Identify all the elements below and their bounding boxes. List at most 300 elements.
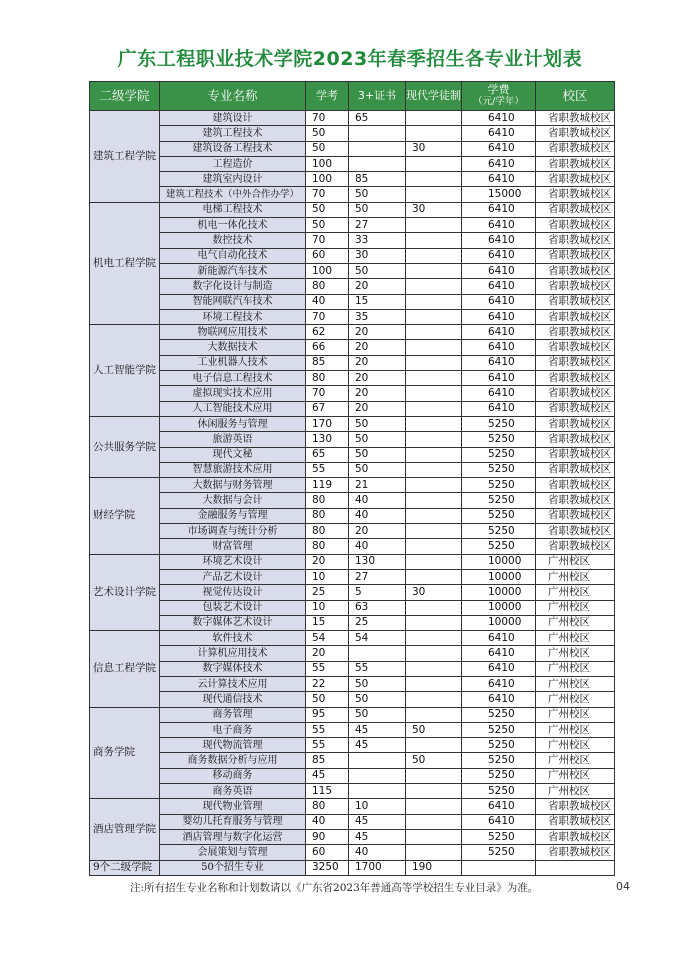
apprentice-cell xyxy=(406,172,462,187)
xuekao-cell: 70 xyxy=(306,386,349,401)
apprentice-cell xyxy=(406,355,462,370)
xuekao-cell: 95 xyxy=(306,707,349,722)
xuekao-cell: 10 xyxy=(306,569,349,584)
table-row xyxy=(90,172,615,187)
fee-cell: 6410 xyxy=(462,233,536,248)
fee-cell: 6410 xyxy=(462,141,536,156)
major-cell: 工业机器人技术 xyxy=(160,355,306,370)
table-row xyxy=(90,416,615,431)
page-number: 04 xyxy=(616,880,630,893)
fee-cell: 5250 xyxy=(462,845,536,860)
table-row xyxy=(90,768,615,783)
fee-cell: 15000 xyxy=(462,187,536,202)
xuekao-cell: 80 xyxy=(306,508,349,523)
major-cell: 视觉传达设计 xyxy=(160,585,306,600)
major-cell: 商务数据分析与应用 xyxy=(160,753,306,768)
xuekao-cell: 60 xyxy=(306,248,349,263)
cert-cell xyxy=(349,753,406,768)
campus-cell: 省职教城校区 xyxy=(536,233,615,248)
apprentice-cell xyxy=(406,478,462,493)
xuekao-cell: 50 xyxy=(306,218,349,233)
xuekao-cell: 55 xyxy=(306,738,349,753)
campus-cell: 广州校区 xyxy=(536,784,615,799)
apprentice-cell xyxy=(406,218,462,233)
total-xuekao-cell: 3250 xyxy=(306,860,349,875)
cert-cell: 50 xyxy=(349,187,406,202)
apprentice-cell xyxy=(406,554,462,569)
cert-cell: 45 xyxy=(349,829,406,844)
major-cell: 商务管理 xyxy=(160,707,306,722)
major-cell: 现代物业管理 xyxy=(160,799,306,814)
xuekao-cell: 67 xyxy=(306,401,349,416)
major-cell: 建筑室内设计 xyxy=(160,172,306,187)
xuekao-cell: 80 xyxy=(306,279,349,294)
apprentice-cell: 50 xyxy=(406,753,462,768)
xuekao-cell: 70 xyxy=(306,233,349,248)
cert-cell: 50 xyxy=(349,416,406,431)
table-row xyxy=(90,539,615,554)
table-row xyxy=(90,462,615,477)
fee-cell: 10000 xyxy=(462,554,536,569)
table-row xyxy=(90,111,615,126)
college-cell: 商务学院 xyxy=(90,707,160,799)
xuekao-cell: 119 xyxy=(306,478,349,493)
xuekao-cell: 66 xyxy=(306,340,349,355)
campus-cell: 广州校区 xyxy=(536,646,615,661)
cert-cell: 20 xyxy=(349,401,406,416)
total-major-cell: 50个招生专业 xyxy=(160,860,306,875)
major-cell: 数字媒体艺术设计 xyxy=(160,615,306,630)
header-major: 专业名称 xyxy=(160,82,306,111)
fee-cell: 5250 xyxy=(462,722,536,737)
table-header-row xyxy=(90,82,615,111)
fee-cell: 10000 xyxy=(462,615,536,630)
fee-cell: 5250 xyxy=(462,416,536,431)
cert-cell: 45 xyxy=(349,722,406,737)
cert-cell: 40 xyxy=(349,508,406,523)
xuekao-cell: 10 xyxy=(306,600,349,615)
xuekao-cell: 100 xyxy=(306,263,349,278)
campus-cell: 广州校区 xyxy=(536,768,615,783)
cert-cell: 20 xyxy=(349,325,406,340)
header-fee-line: 学费 xyxy=(487,83,510,96)
xuekao-cell: 50 xyxy=(306,692,349,707)
apprentice-cell xyxy=(406,279,462,294)
apprentice-cell xyxy=(406,447,462,462)
xuekao-cell: 170 xyxy=(306,416,349,431)
apprentice-cell xyxy=(406,784,462,799)
xuekao-cell: 115 xyxy=(306,784,349,799)
header-fee-text xyxy=(462,84,535,108)
apprentice-cell xyxy=(406,493,462,508)
apprentice-cell xyxy=(406,692,462,707)
xuekao-cell: 60 xyxy=(306,845,349,860)
table-row xyxy=(90,554,615,569)
college-cell: 人工智能学院 xyxy=(90,325,160,417)
major-cell: 环境艺术设计 xyxy=(160,554,306,569)
xuekao-cell: 50 xyxy=(306,141,349,156)
fee-cell: 5250 xyxy=(462,707,536,722)
apprentice-cell xyxy=(406,325,462,340)
major-cell: 建筑工程技术 xyxy=(160,126,306,141)
college-cell: 信息工程学院 xyxy=(90,631,160,707)
fee-cell: 5250 xyxy=(462,493,536,508)
apprentice-cell xyxy=(406,631,462,646)
campus-cell: 省职教城校区 xyxy=(536,156,615,171)
table-row xyxy=(90,753,615,768)
xuekao-cell: 15 xyxy=(306,615,349,630)
apprentice-cell xyxy=(406,187,462,202)
fee-cell: 6410 xyxy=(462,676,536,691)
campus-cell: 省职教城校区 xyxy=(536,478,615,493)
campus-cell: 省职教城校区 xyxy=(536,141,615,156)
fee-cell: 5250 xyxy=(462,432,536,447)
cert-cell xyxy=(349,141,406,156)
major-cell: 人工智能技术应用 xyxy=(160,401,306,416)
major-cell: 建筑设计 xyxy=(160,111,306,126)
cert-cell: 50 xyxy=(349,263,406,278)
cert-cell: 45 xyxy=(349,814,406,829)
cert-cell: 10 xyxy=(349,799,406,814)
fee-cell: 5250 xyxy=(462,784,536,799)
major-cell: 数控技术 xyxy=(160,233,306,248)
major-cell: 大数据与会计 xyxy=(160,493,306,508)
table-row xyxy=(90,585,615,600)
campus-cell: 省职教城校区 xyxy=(536,202,615,217)
apprentice-cell xyxy=(406,646,462,661)
fee-cell: 5250 xyxy=(462,768,536,783)
fee-cell: 6410 xyxy=(462,156,536,171)
table-row xyxy=(90,309,615,324)
xuekao-cell: 70 xyxy=(306,187,349,202)
table-row xyxy=(90,738,615,753)
campus-cell: 省职教城校区 xyxy=(536,126,615,141)
xuekao-cell: 55 xyxy=(306,661,349,676)
fee-cell: 6410 xyxy=(462,814,536,829)
major-cell: 软件技术 xyxy=(160,631,306,646)
cert-cell: 20 xyxy=(349,386,406,401)
college-cell: 机电工程学院 xyxy=(90,202,160,324)
cert-cell: 15 xyxy=(349,294,406,309)
major-cell: 环境工程技术 xyxy=(160,309,306,324)
xuekao-cell: 130 xyxy=(306,432,349,447)
fee-cell: 10000 xyxy=(462,585,536,600)
xuekao-cell: 80 xyxy=(306,524,349,539)
campus-cell: 广州校区 xyxy=(536,569,615,584)
apprentice-cell xyxy=(406,738,462,753)
xuekao-cell: 65 xyxy=(306,447,349,462)
cert-cell: 25 xyxy=(349,615,406,630)
major-cell: 旅游英语 xyxy=(160,432,306,447)
major-cell: 智慧旅游技术应用 xyxy=(160,462,306,477)
fee-cell: 5250 xyxy=(462,829,536,844)
apprentice-cell xyxy=(406,294,462,309)
cert-cell: 50 xyxy=(349,707,406,722)
xuekao-cell: 40 xyxy=(306,814,349,829)
xuekao-cell: 85 xyxy=(306,355,349,370)
campus-cell: 广州校区 xyxy=(536,692,615,707)
fee-cell: 6410 xyxy=(462,126,536,141)
campus-cell: 省职教城校区 xyxy=(536,309,615,324)
major-cell: 机电一体化技术 xyxy=(160,218,306,233)
campus-cell: 广州校区 xyxy=(536,753,615,768)
xuekao-cell: 100 xyxy=(306,156,349,171)
apprentice-cell xyxy=(406,829,462,844)
apprentice-cell xyxy=(406,309,462,324)
cert-cell xyxy=(349,768,406,783)
table-row xyxy=(90,218,615,233)
apprentice-cell xyxy=(406,233,462,248)
fee-cell: 6410 xyxy=(462,631,536,646)
table-row xyxy=(90,233,615,248)
campus-cell: 省职教城校区 xyxy=(536,355,615,370)
table-row xyxy=(90,722,615,737)
college-cell: 财经学院 xyxy=(90,478,160,554)
apprentice-cell: 30 xyxy=(406,202,462,217)
campus-cell: 省职教城校区 xyxy=(536,172,615,187)
cert-cell: 20 xyxy=(349,355,406,370)
total-cert-cell: 1700 xyxy=(349,860,406,875)
apprentice-cell xyxy=(406,340,462,355)
campus-cell: 省职教城校区 xyxy=(536,248,615,263)
apprentice-cell xyxy=(406,615,462,630)
table-row xyxy=(90,447,615,462)
major-cell: 婴幼儿托育服务与管理 xyxy=(160,814,306,829)
fee-cell: 6410 xyxy=(462,340,536,355)
apprentice-cell xyxy=(406,707,462,722)
total-fee-cell xyxy=(462,860,536,875)
major-cell: 现代通信技术 xyxy=(160,692,306,707)
fee-cell: 6410 xyxy=(462,371,536,386)
table-row xyxy=(90,263,615,278)
table-row xyxy=(90,355,615,370)
campus-cell: 省职教城校区 xyxy=(536,432,615,447)
total-apprentice-cell: 190 xyxy=(406,860,462,875)
xuekao-cell: 20 xyxy=(306,554,349,569)
cert-cell: 65 xyxy=(349,111,406,126)
apprentice-cell: 30 xyxy=(406,585,462,600)
xuekao-cell: 20 xyxy=(306,646,349,661)
apprentice-cell xyxy=(406,845,462,860)
campus-cell: 省职教城校区 xyxy=(536,493,615,508)
major-cell: 财富管理 xyxy=(160,539,306,554)
xuekao-cell: 80 xyxy=(306,539,349,554)
apprentice-cell xyxy=(406,248,462,263)
table-row xyxy=(90,325,615,340)
cert-cell: 45 xyxy=(349,738,406,753)
total-row xyxy=(90,860,615,875)
table-row xyxy=(90,646,615,661)
apprentice-cell xyxy=(406,799,462,814)
xuekao-cell: 80 xyxy=(306,799,349,814)
cert-cell: 40 xyxy=(349,493,406,508)
apprentice-cell xyxy=(406,524,462,539)
cert-cell: 55 xyxy=(349,661,406,676)
header-xuekao: 学考 xyxy=(306,82,349,111)
table-row xyxy=(90,202,615,217)
apprentice-cell xyxy=(406,462,462,477)
college-cell: 酒店管理学院 xyxy=(90,799,160,860)
major-cell: 建筑工程技术（中外合作办学） xyxy=(160,187,306,202)
campus-cell: 广州校区 xyxy=(536,554,615,569)
major-cell: 智能网联汽车技术 xyxy=(160,294,306,309)
campus-cell: 省职教城校区 xyxy=(536,524,615,539)
apprentice-cell xyxy=(406,416,462,431)
fee-cell: 5250 xyxy=(462,539,536,554)
campus-cell: 广州校区 xyxy=(536,738,615,753)
major-cell: 数字化设计与制造 xyxy=(160,279,306,294)
fee-cell: 6410 xyxy=(462,401,536,416)
cert-cell: 50 xyxy=(349,432,406,447)
campus-cell: 省职教城校区 xyxy=(536,187,615,202)
table-row xyxy=(90,829,615,844)
apprentice-cell xyxy=(406,432,462,447)
fee-cell: 5250 xyxy=(462,462,536,477)
campus-cell: 省职教城校区 xyxy=(536,371,615,386)
table-row xyxy=(90,478,615,493)
apprentice-cell: 50 xyxy=(406,722,462,737)
cert-cell: 85 xyxy=(349,172,406,187)
campus-cell: 省职教城校区 xyxy=(536,340,615,355)
major-cell: 虚拟现实技术应用 xyxy=(160,386,306,401)
table-row xyxy=(90,569,615,584)
fee-cell: 6410 xyxy=(462,218,536,233)
xuekao-cell: 70 xyxy=(306,111,349,126)
fee-cell: 10000 xyxy=(462,569,536,584)
cert-cell: 5 xyxy=(349,585,406,600)
cert-cell: 50 xyxy=(349,462,406,477)
apprentice-cell xyxy=(406,126,462,141)
campus-cell: 省职教城校区 xyxy=(536,416,615,431)
xuekao-cell: 80 xyxy=(306,493,349,508)
cert-cell: 50 xyxy=(349,676,406,691)
major-cell: 酒店管理与数字化运营 xyxy=(160,829,306,844)
fee-cell: 6410 xyxy=(462,692,536,707)
fee-cell: 6410 xyxy=(462,386,536,401)
footnote: 注:所有招生专业名称和计划数请以《广东省2023年普通高等学校招生专业目录》为准。 xyxy=(130,882,539,894)
campus-cell: 广州校区 xyxy=(536,707,615,722)
apprentice-cell xyxy=(406,508,462,523)
table-row xyxy=(90,340,615,355)
campus-cell: 省职教城校区 xyxy=(536,218,615,233)
campus-cell: 广州校区 xyxy=(536,631,615,646)
xuekao-cell: 70 xyxy=(306,309,349,324)
table-row xyxy=(90,493,615,508)
table-row xyxy=(90,784,615,799)
table-row xyxy=(90,631,615,646)
header-apprentice: 现代学徒制 xyxy=(406,82,462,111)
major-cell: 电气自动化技术 xyxy=(160,248,306,263)
campus-cell: 广州校区 xyxy=(536,676,615,691)
major-cell: 现代文秘 xyxy=(160,447,306,462)
fee-cell: 6410 xyxy=(462,248,536,263)
major-cell: 建筑设备工程技术 xyxy=(160,141,306,156)
major-cell: 电子商务 xyxy=(160,722,306,737)
apprentice-cell xyxy=(406,814,462,829)
apprentice-cell xyxy=(406,386,462,401)
major-cell: 数字媒体技术 xyxy=(160,661,306,676)
major-cell: 休闲服务与管理 xyxy=(160,416,306,431)
major-cell: 工程造价 xyxy=(160,156,306,171)
cert-cell xyxy=(349,784,406,799)
table-row xyxy=(90,156,615,171)
fee-cell: 5250 xyxy=(462,508,536,523)
campus-cell: 省职教城校区 xyxy=(536,462,615,477)
cert-cell: 20 xyxy=(349,279,406,294)
table-row xyxy=(90,248,615,263)
campus-cell: 省职教城校区 xyxy=(536,263,615,278)
header-campus: 校区 xyxy=(536,82,615,111)
major-cell: 现代物流管理 xyxy=(160,738,306,753)
header-cert: 3+证书 xyxy=(349,82,406,111)
fee-cell: 6410 xyxy=(462,799,536,814)
table-row xyxy=(90,524,615,539)
table-row xyxy=(90,432,615,447)
xuekao-cell: 50 xyxy=(306,126,349,141)
table-row xyxy=(90,401,615,416)
table-row xyxy=(90,600,615,615)
cert-cell xyxy=(349,156,406,171)
fee-cell: 5250 xyxy=(462,524,536,539)
table-row xyxy=(90,661,615,676)
table-row xyxy=(90,845,615,860)
college-cell: 建筑工程学院 xyxy=(90,111,160,203)
fee-cell: 6410 xyxy=(462,279,536,294)
enrollment-plan-table xyxy=(89,81,615,876)
major-cell: 物联网应用技术 xyxy=(160,325,306,340)
college-cell: 公共服务学院 xyxy=(90,416,160,477)
xuekao-cell: 90 xyxy=(306,829,349,844)
cert-cell: 27 xyxy=(349,569,406,584)
major-cell: 电子信息工程技术 xyxy=(160,371,306,386)
table-row xyxy=(90,371,615,386)
cert-cell: 27 xyxy=(349,218,406,233)
table-row xyxy=(90,187,615,202)
apprentice-cell xyxy=(406,768,462,783)
cert-cell: 63 xyxy=(349,600,406,615)
fee-cell: 6410 xyxy=(462,111,536,126)
major-cell: 产品艺术设计 xyxy=(160,569,306,584)
xuekao-cell: 55 xyxy=(306,462,349,477)
table-row xyxy=(90,126,615,141)
cert-cell: 50 xyxy=(349,202,406,217)
table-row xyxy=(90,799,615,814)
apprentice-cell xyxy=(406,600,462,615)
apprentice-cell: 30 xyxy=(406,141,462,156)
campus-cell: 省职教城校区 xyxy=(536,111,615,126)
cert-cell: 20 xyxy=(349,371,406,386)
major-cell: 金融服务与管理 xyxy=(160,508,306,523)
cert-cell: 35 xyxy=(349,309,406,324)
cert-cell xyxy=(349,646,406,661)
xuekao-cell: 22 xyxy=(306,676,349,691)
table-row xyxy=(90,676,615,691)
fee-cell: 6410 xyxy=(462,646,536,661)
cert-cell: 30 xyxy=(349,248,406,263)
xuekao-cell: 55 xyxy=(306,722,349,737)
campus-cell: 省职教城校区 xyxy=(536,325,615,340)
apprentice-cell xyxy=(406,569,462,584)
apprentice-cell xyxy=(406,401,462,416)
fee-cell: 6410 xyxy=(462,661,536,676)
fee-cell: 6410 xyxy=(462,355,536,370)
campus-cell: 省职教城校区 xyxy=(536,508,615,523)
apprentice-cell xyxy=(406,371,462,386)
header-college: 二级学院 xyxy=(90,82,160,111)
cert-cell: 54 xyxy=(349,631,406,646)
campus-cell: 省职教城校区 xyxy=(536,279,615,294)
major-cell: 云计算技术应用 xyxy=(160,676,306,691)
